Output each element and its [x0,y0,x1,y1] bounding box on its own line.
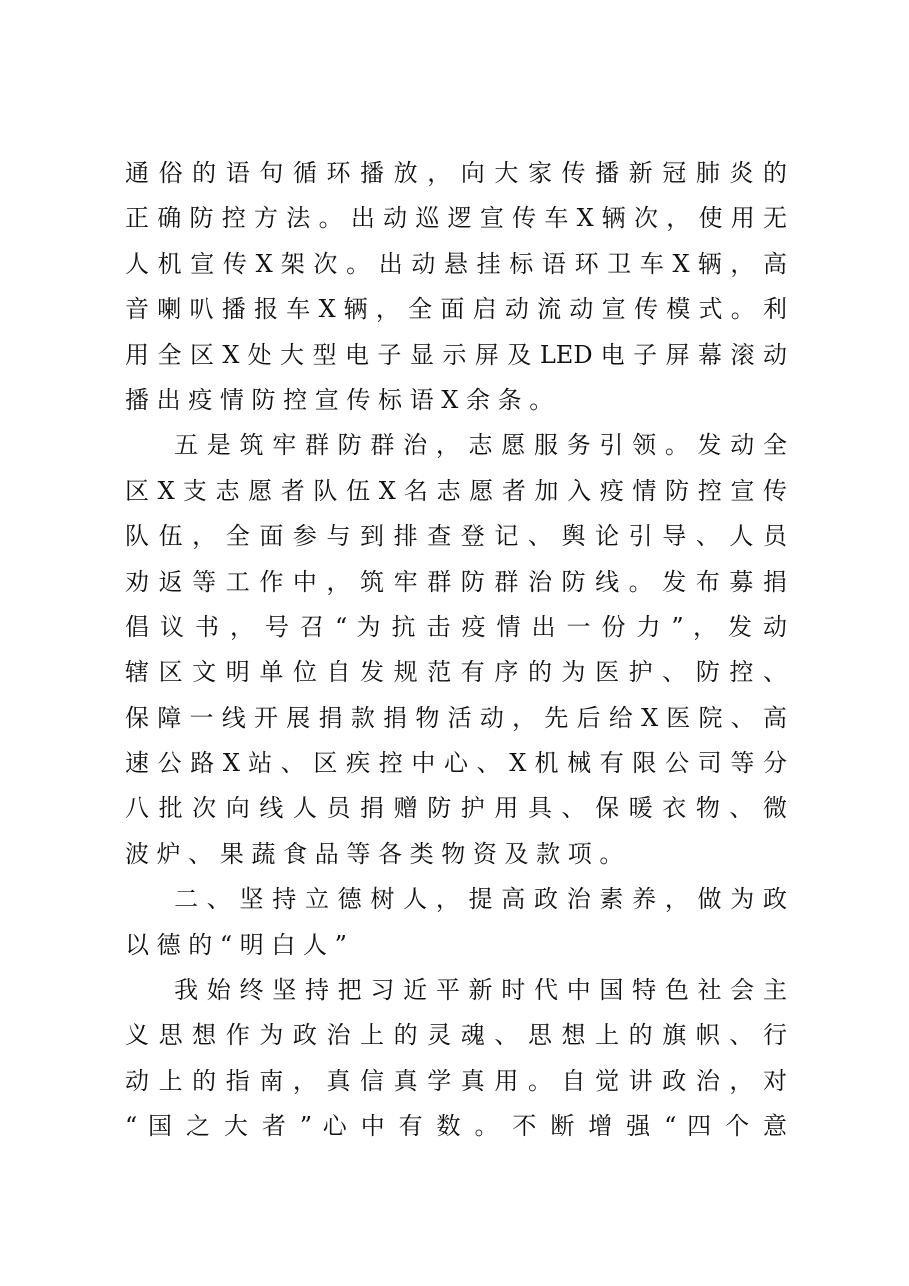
text-line: 通 俗 的 语 句 循 环 播 放 ， 向 大 家 传 播 新 冠 肺 炎 的 [125,159,787,187]
text-line: 区 X 支 志 愿 者 队 伍 X 名 志 愿 者 加 入 疫 情 防 控 宣 传 [125,476,787,505]
text-line: 正 确 防 控 方 法 。 出 动 巡 逻 宣 传 车 X 辆 次 ， 使 用 无 [125,204,787,233]
text-line: 播 出 疫 情 防 控 宣 传 标 语 X 余 条 。 [125,385,554,414]
section-heading-line: 二 、 坚 持 立 德 树 人 ， 提 高 政 治 素 养 ， 做 为 政 [125,885,787,914]
text-line: 保 障 一 线 开 展 捐 款 捐 物 活 动 ， 先 后 给 X 医 院 、 高 [125,703,787,732]
text-line: 波 炉 、 果 蔬 食 品 等 各 类 物 资 及 款 项 。 [125,839,624,868]
text-line: 人 机 宣 传 X 架 次 。 出 动 悬 挂 标 语 环 卫 车 X 辆 ， 高 [125,249,787,278]
section-heading-line: 以 德 的 “ 明 白 人 ” [125,930,347,959]
text-line: 倡 议 书 ， 号 召 “ 为 抗 击 疫 情 出 一 份 力 ” ， 发 动 [125,612,787,641]
text-line: “ 国 之 大 者 ” 心 中 有 数 。 不 断 增 强 “ 四 个 意 [125,1112,787,1141]
paragraph-heading-line: 五 是 筑 牢 群 防 群 治 ， 志 愿 服 务 引 领 。 发 动 全 [125,431,787,460]
text-line: 队 伍 ， 全 面 参 与 到 排 查 登 记 、 舆 论 引 导 、 人 员 [125,522,787,551]
text-line: 辖 区 文 明 单 位 自 发 规 范 有 序 的 为 医 护 、 防 控 、 [125,658,787,687]
document-body [125,151,787,1150]
text-line: 用 全 区 X 处 大 型 电 子 显 示 屏 及 LED 电 子 屏 幕 滚 动 [125,340,787,369]
text-line: 我 始 终 坚 持 把 习 近 平 新 时 代 中 国 特 色 社 会 主 [125,976,787,1005]
text-line: 八 批 次 向 线 人 员 捐 赠 防 护 用 具 、 保 暖 衣 物 、 微 [125,794,787,823]
text-line: 义 思 想 作 为 政 治 上 的 灵 魂 、 思 想 上 的 旗 帜 、 行 [125,1021,787,1050]
text-line: 动 上 的 指 南 ， 真 信 真 学 真 用 。 自 觉 讲 政 治 ， 对 [125,1066,787,1095]
text-line: 劝 返 等 工 作 中 ， 筑 牢 群 防 群 治 防 线 。 发 布 募 捐 [125,567,787,596]
text-line: 速 公 路 X 站 、 区 疾 控 中 心 、 X 机 械 有 限 公 司 等 分 [125,749,787,778]
text-line: 音 喇 叭 播 报 车 X 辆 ， 全 面 启 动 流 动 宣 传 模 式 。 利 [125,295,787,324]
